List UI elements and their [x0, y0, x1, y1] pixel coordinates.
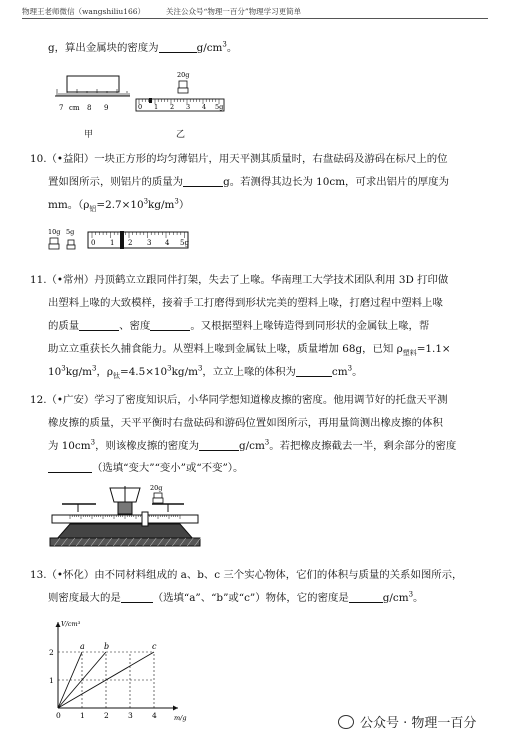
- yi-tick-0: 0: [138, 103, 143, 111]
- q12-blank-density: [199, 440, 239, 451]
- x-axis-arrow: [173, 706, 178, 711]
- ruler-figure-jia: [55, 74, 130, 119]
- q10-tick-5g: 5g: [180, 239, 189, 247]
- q12-line2: 橡皮擦的质量，天平平衡时右盘砝码和游码位置如图所示，再用量筒测出橡皮擦的体积: [48, 417, 443, 429]
- caption-jia: 甲: [84, 130, 94, 140]
- q10-weight-5g: 5g: [66, 228, 75, 236]
- series-label-c: c: [152, 642, 157, 651]
- q11-line4: 助立立重获长久捕食能力。从塑料上喙到金属钛上喙，质量增加 68g，已知 $\rho_{塑料}=1.1\times$: [48, 343, 451, 358]
- series-label-b: b: [104, 642, 110, 651]
- q10-tick-4: 4: [165, 239, 170, 247]
- yi-tick-3: 3: [186, 103, 191, 111]
- wechat-watermark: [338, 712, 476, 731]
- ruler-tick-7: 7: [59, 104, 64, 112]
- header-left: 物理王老师微信（wangshiliu166）: [22, 7, 146, 16]
- q13-source: （•怀化）: [46, 569, 95, 581]
- q10-blank-mass: [183, 176, 223, 187]
- q12-source: （•广安）: [46, 394, 95, 406]
- watermark-text: 公众号 · 物理一百分: [360, 716, 477, 731]
- q10-balance-figure: [48, 228, 193, 258]
- q13-blank-density: [349, 592, 383, 603]
- q11-line1: 11.（•常州）丹顶鹤立立跟同伴打架，失去了上喙。华南理工大学技术团队利用 3D 打印做: [30, 274, 449, 286]
- volume-mass-chart: [40, 614, 190, 724]
- q12-line3: 为 $10cm^3$，则该橡皮擦的密度为 $g/cm^3$。若把橡皮擦截去一半，剩余部分的密度: [48, 438, 457, 452]
- q11-line5: $10^3kg/m^3$，$\rho_钛=4.5\times 10^3kg/m^3$，立立上喙的体积为 $cm^3$。: [48, 364, 363, 381]
- yi-tick-4: 4: [202, 103, 207, 111]
- q10-line1: 10.（•益阳）一块正方形的均匀薄铝片，用天平测其质量时，右盘砝码及游码在标尺上的位: [30, 153, 448, 165]
- rider-marker: [149, 98, 152, 103]
- y-axis-arrow: [56, 622, 61, 627]
- q12-blank-change: [48, 462, 92, 473]
- q10-rider: [120, 231, 124, 249]
- q13-line2: 则密度最大的是 （选填“a”、“b”或“c”）物体，它的密度是 $g/cm^3$。: [48, 590, 424, 604]
- q10-number: 10.: [30, 153, 47, 165]
- caption-yi: 乙: [176, 130, 186, 140]
- q13-number: 13.: [30, 569, 47, 581]
- q10-line2: 置如图所示，则铝片的质量为 g。若测得其边长为 10cm，可求出铝片的厚度为: [48, 176, 449, 188]
- yi-tick-2: 2: [170, 103, 175, 111]
- q10-source: （•益阳）: [46, 153, 95, 165]
- x-tick-label: 0: [56, 711, 61, 720]
- q10-line3: mm。$(\rho_铝=2.7\times 10^3kg/m^3)$: [48, 197, 190, 214]
- q10-tick-0: 0: [91, 239, 96, 247]
- ruler-tick-8: 8: [87, 104, 92, 112]
- x-tick-label: 1: [80, 711, 85, 720]
- q11-line3: 的质量 、密度 。又根据塑料上喙铸造得到同形状的金属钛上喙，帮: [48, 320, 430, 332]
- q11-blank-density: [150, 320, 190, 331]
- yi-tick-5g: 5g: [215, 103, 224, 111]
- q13-line1: 13.（•怀化）由不同材料组成的 a、b、c 三个实心物体，它们的体积与质量的关系如图所示，: [30, 569, 463, 581]
- ruler-tick-cm: cm: [69, 104, 80, 112]
- q13-blank-object: [121, 592, 153, 603]
- q11-blank-volume: [296, 366, 332, 377]
- q9-unit: g/cm: [196, 42, 223, 54]
- y-axis-label: V/cm³: [61, 620, 81, 628]
- q11-line2: 出塑料上喙的大致模样，接着手工打磨得到形状完美的塑料上喙，打磨过程中塑料上喙: [48, 297, 443, 309]
- x-axis-label: m/g: [174, 714, 187, 722]
- q11-source: （•常州）: [46, 274, 95, 286]
- series-label-a: a: [80, 642, 85, 651]
- q9-text: g，算出金属块的密度为: [48, 42, 159, 54]
- q11-blank-mass: [79, 320, 119, 331]
- q11-number: 11.: [30, 274, 47, 286]
- wechat-icon: [338, 715, 354, 729]
- x-tick-label: 2: [104, 711, 109, 720]
- q12-balance-figure: [50, 482, 200, 552]
- q10-tick-2: 2: [128, 239, 133, 247]
- x-tick-label: 3: [128, 711, 133, 720]
- q12-number: 12.: [30, 394, 47, 406]
- scale-figure-yi: [135, 70, 230, 120]
- q12-rider: [142, 512, 148, 526]
- q10-tick-3: 3: [147, 239, 152, 247]
- ruler-tick-9: 9: [104, 104, 109, 112]
- q12-line1: 12.（•广安）学习了密度知识后，小华同学想知道橡皮擦的密度。他用调节好的托盘天平测: [30, 394, 448, 406]
- x-tick-label: 4: [152, 711, 157, 720]
- q12-weight-20g: 20g: [150, 484, 163, 492]
- y-tick-label: 2: [49, 648, 54, 657]
- yi-tick-1: 1: [154, 103, 159, 111]
- q9-answer-line: g，算出金属块的密度为 $g/cm^3$。: [48, 40, 238, 54]
- header-center: 关注公众号“物理一百分”物理学习更简单: [166, 7, 302, 16]
- header-divider: [22, 18, 488, 19]
- q10-tick-1: 1: [110, 239, 115, 247]
- weight-label-20g: 20g: [177, 71, 190, 79]
- y-tick-label: 1: [49, 676, 54, 685]
- q10-weight-10g: 10g: [48, 228, 61, 236]
- q12-line4: （选填“变大”“变小”或“不变”）。: [48, 461, 243, 475]
- q9-blank: [159, 42, 197, 53]
